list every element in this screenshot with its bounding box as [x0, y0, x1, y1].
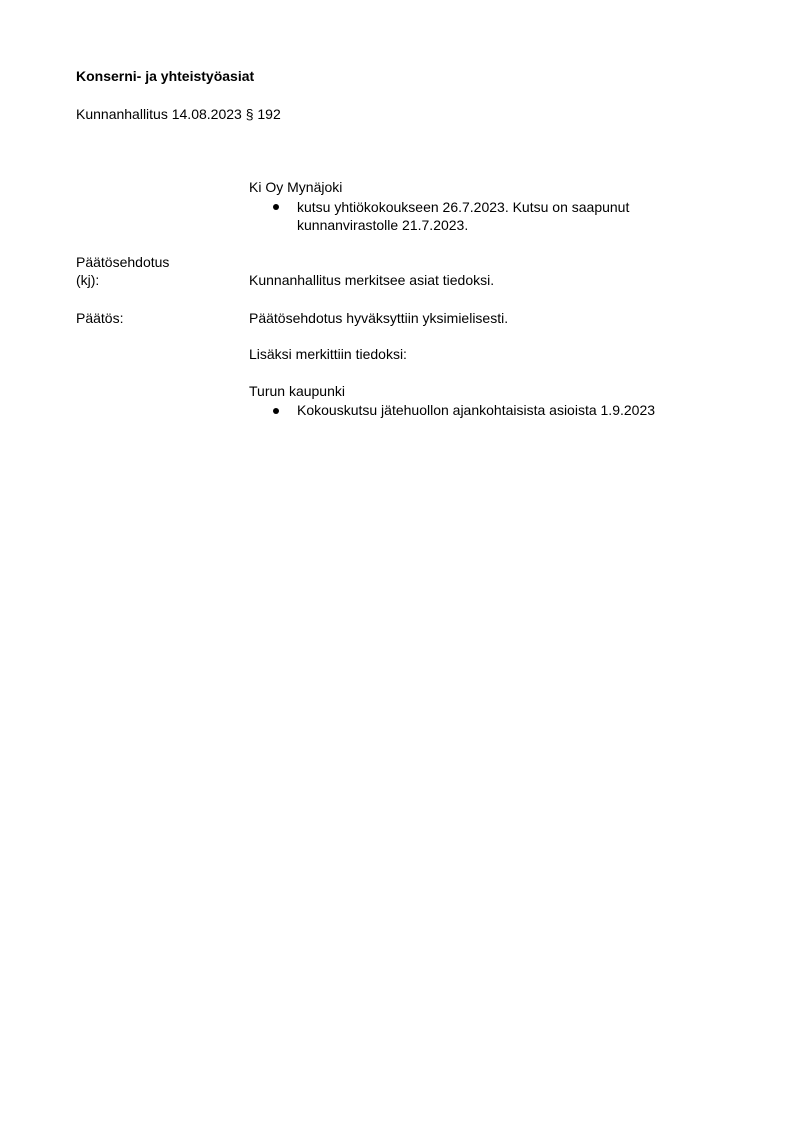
organization-name: Ki Oy Mynäjoki — [249, 179, 343, 195]
bullet-icon — [273, 204, 279, 210]
bullet-item-text: kutsu yhtiökokoukseen 26.7.2023. Kutsu on saapunut — [297, 199, 630, 215]
decision-text: Päätösehdotus hyväksyttiin yksimielisesti. — [249, 310, 509, 326]
document-heading: Konserni- ja yhteistyöasiat — [76, 68, 255, 84]
proposal-label-suffix: (kj): — [76, 272, 100, 288]
proposal-text: Kunnanhallitus merkitsee asiat tiedoksi. — [249, 272, 495, 288]
bullet-item-text: Kokouskutsu jätehuollon ajankohtaisista asioista 1.9.2023 — [297, 402, 656, 418]
organization-name: Turun kaupunki — [249, 383, 345, 399]
decision-label: Päätös: — [76, 310, 124, 326]
bullet-icon — [273, 408, 279, 414]
bullet-item-text-continued: kunnanvirastolle 21.7.2023. — [297, 217, 469, 233]
additional-note: Lisäksi merkittiin tiedoksi: — [249, 346, 407, 362]
proposal-label: Päätösehdotus — [76, 254, 170, 270]
meeting-reference: Kunnanhallitus 14.08.2023 § 192 — [76, 106, 281, 122]
